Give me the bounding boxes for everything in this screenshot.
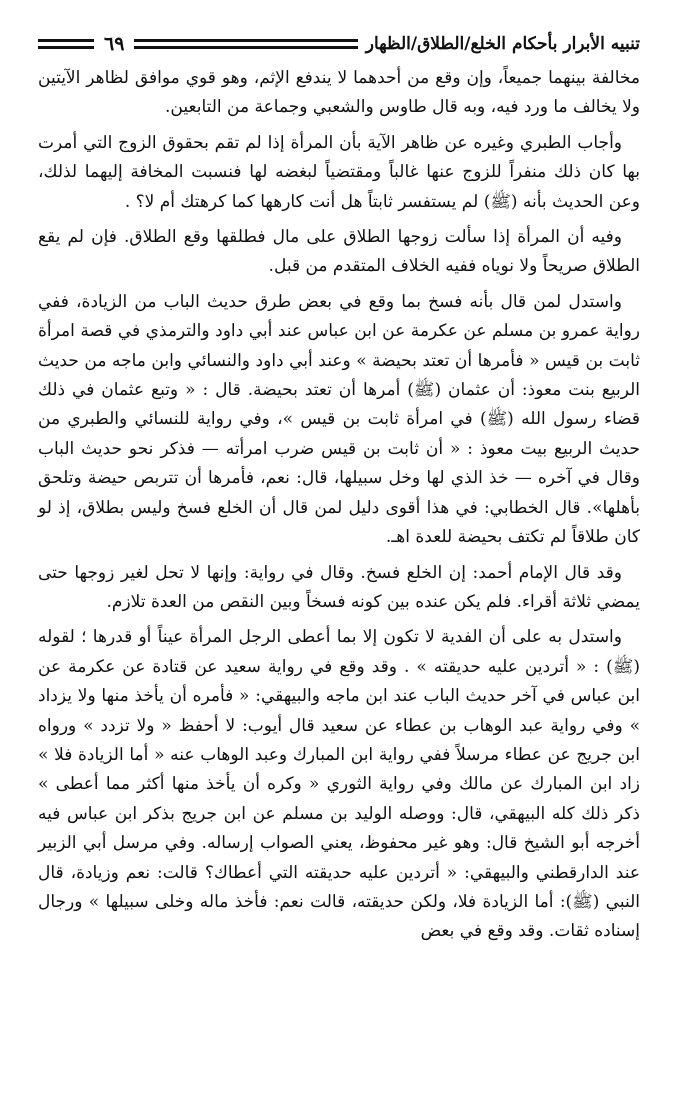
page-number: ٦٩ — [104, 33, 125, 55]
running-title: تنبيه الأبرار بأحكام الخلع/الطلاق/الظهار — [365, 34, 640, 54]
header-rule — [134, 39, 357, 49]
page — [38, 30, 640, 1095]
paragraph: واستدل به على أن الفدية لا تكون إلا بما أعطى الرجل المرأة عيناً أو قدرها ؛ لقوله (ﷺ) : « أتردين عليه حديقته » . وقد وقع في رواية سعيد عن قتادة عن عكرمة عن ابن عباس في آخر حديث الباب عند ابن ماجه والبيهقي: « فأمره أن يأخذ منها ولا يزداد » وفي رواية عبد الوهاب بن عطاء عن سعيد قال أيوب: لا أحفظ « ولا تزدد » ورواه ابن جريج عن عطاء مرسلاً ففي رواية ابن المبارك وعبد الوهاب عنه « أما الزيادة فلا » زاد ابن المبارك عن مالك وفي رواية الثوري « وكره أن يأخذ منها أكثر مما أعطى » ذكر ذلك كله البيهقي، قال: ووصله الوليد بن مسلم عن ابن جريج بذكر ابن عباس فيه أخرجه أبو الشيخ قال: وهو غير محفوظ، يعني الصواب إرساله. وفي مرسل أبي الزبير عند الدارقطني والبيهقي: « أتردين عليه حديقته التي أعطاك؟ قالت: نعم وزيادة، قال النبي (ﷺ): أما الزيادة فلا، ولكن حديقته، قالت نعم: فأخذ ماله وخلى سبيلها » ورجال إسناده ثقات. وقد وقع في بعض — [38, 627, 641, 942]
paragraph: وفيه أن المرأة إذا سألت زوجها الطلاق على مال فطلقها وقع الطلاق. فإن لم يقع الطلاق صريحاً ولا نوياه ففيه الخلاف المتقدم من قبل. — [38, 227, 640, 277]
paragraph: وقد قال الإمام أحمد: إن الخلع فسخ. وقال في رواية: وإنها لا تحل لغير زوجها حتى يمضي ثلاثة أقراء. فلم يكن عنده بين كونه فسخاً وبين النقص من العدة تلازم. — [38, 562, 640, 612]
paragraph: واستدل لمن قال بأنه فسخ بما وقع في بعض طرق حديث الباب من الزيادة، ففي رواية عمرو بن مسلم عن عكرمة عن ابن عباس عند أبي داود والترمذي في قصة امرأة ثابت بن قيس « فأمرها أن تعتد بحيضة » وعند أبي داود والنسائي وابن ماجه من حديث الربيع بنت معوذ: أن عثمان (ﷺ) أمرها أن تعتد بحيضة. قال : « وتبع عثمان في ذلك قضاء رسول الله (ﷺ) في امرأة ثابت بن قيس »، وفي رواية للنسائي والطبري من حديث الربيع بيت معوذ : « أن ثابت بن قيس ضرب امرأته — فذكر نحو حديث الباب وقال في آخره — خذ الذي لها وخل سبيلها، قال: نعم، فأمرها أن تتربص حيضة وتلحق بأهلها». قال الخطابي: في هذا أقوى دليل لمن قال أن الخلع فسخ وليس بطلاق، إذ لو كان طلاقاً لم تكتف بحيضة للعدة اهـ. — [38, 291, 640, 548]
page-header — [38, 30, 640, 58]
header-rule-short — [38, 39, 94, 49]
paragraph: وأجاب الطبري وغيره عن ظاهر الآية بأن المرأة إذا لم تقم بحقوق الزوج التي أمرت بها كان ذلك منفراً للزوج عنها غالباً ومقتضياً لبغضه لها فنسبت المخافة إليهما لذلك، وعن الحديث بأنه (ﷺ) لم يستفسر ثابتاً هل أنت كارهها كما كرهتك أم لا؟ . — [38, 132, 640, 212]
paragraph: مخالفة بينهما جميعاً، وإن وقع من أحدهما لا يندفع الإثم، وهو قوي موافق لظاهر الآيتين ولا يخالف ما ورد فيه، وبه قال طاوس والشعبي وجماعة من التابعين. — [38, 68, 640, 118]
body-text — [38, 64, 640, 947]
